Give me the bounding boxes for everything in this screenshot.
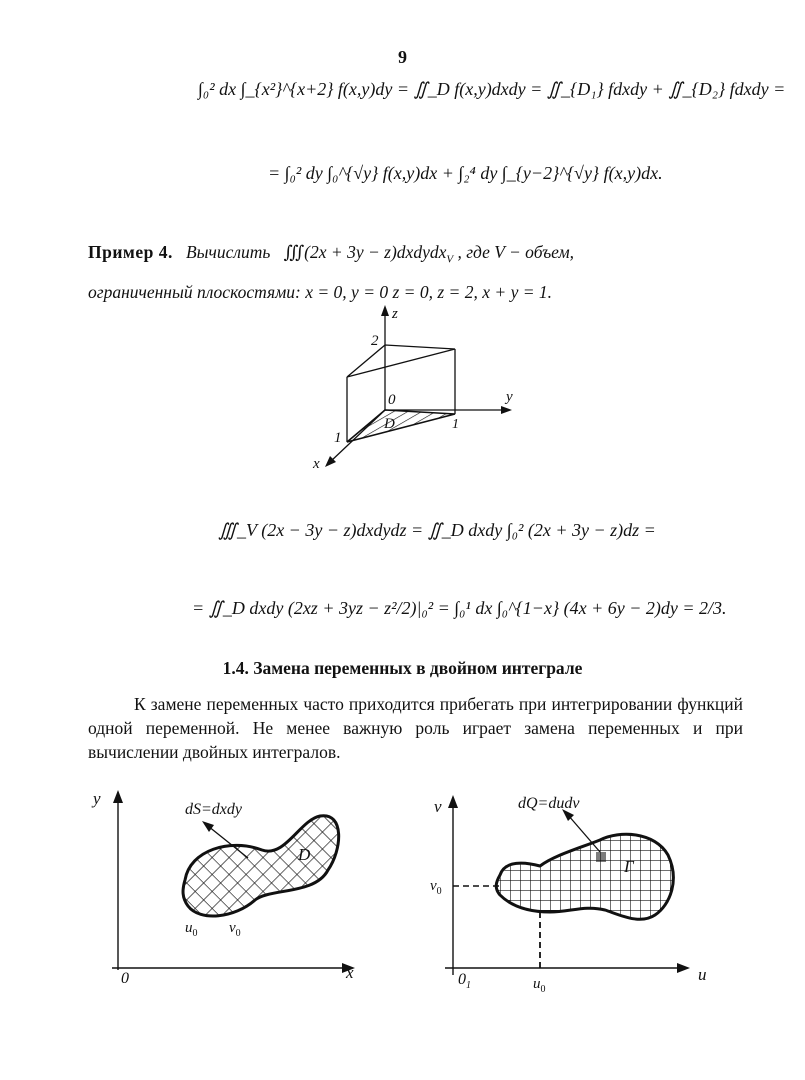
left-axis-x-label: x: [346, 963, 354, 982]
formula-line-4: = ∬_D dxdy (2xz + 3yz − z²/2)|₀² = ∫₀¹ dx ∫₀^{1−x} (4x + 6y − 2)dy = 2/3.: [192, 598, 727, 618]
left-area-label: dS=dxdy: [185, 801, 242, 818]
left-axis-y-label: y: [93, 789, 101, 808]
region-g-right: [496, 834, 673, 919]
formula-line-3: ∭_V (2x − 3y − z)dxdydz = ∬_D dxdy ∫₀² (2x + 3y − z)dz =: [218, 520, 656, 540]
left-u0: $u_0$: [185, 920, 198, 939]
left-region-label: D: [298, 845, 311, 864]
paragraph: К замене переменных часто приходится прибегать при интегрировании функций одной переменной. Не менее важную роль играет замена переменных и при вычислении двойных интегралов.: [88, 694, 743, 762]
example-label: Пример 4.: [88, 242, 173, 262]
right-axis-u-label: u: [698, 965, 707, 984]
right-u-arrow: [677, 963, 690, 973]
formula-line-1: ∫₀² dx ∫_{x²}^{x+2} f(x,y)dy = ∬_D f(x,y)dxdy = ∬_{D₁} fdxdy + ∬_{D₂} fdxdy =: [198, 79, 786, 99]
x-tick-1: 1: [334, 430, 342, 446]
right-origin: $0_1$: [458, 971, 471, 991]
left-origin: 0: [121, 970, 129, 987]
right-v0: $v_0$: [430, 878, 442, 897]
left-v0: $v_0$: [229, 920, 241, 939]
cell-dq: [596, 852, 606, 862]
example-integral-sub: V: [446, 253, 454, 266]
z-tick-2: 2: [371, 333, 379, 349]
section-title: 1.4. Замена переменных в двойном интеграле: [222, 658, 583, 678]
z-label: z: [392, 306, 398, 322]
right-region-label: Г: [624, 857, 634, 876]
right-area-label: dQ=dudv: [518, 795, 580, 812]
page-number: 9: [398, 47, 407, 67]
y-tick-1: 1: [452, 417, 459, 432]
right-u0: $u_0$: [533, 976, 546, 995]
example-integral: ∭(2x + 3y − z)dxdydx: [283, 242, 447, 262]
y-label: y: [506, 389, 513, 405]
example-line-2: ограниченный плоскостями: x = 0, y = 0 z = 0, z = 2, x + y = 1.: [88, 281, 553, 302]
example-text-before: Вычислить: [185, 242, 271, 262]
right-axis-v-label: v: [434, 797, 442, 816]
origin-label: 0: [388, 392, 396, 408]
region-d-label: D: [384, 416, 395, 432]
example-text-after: , где V − объем,: [457, 242, 575, 262]
x-label: x: [313, 456, 320, 472]
formula-line-2: = ∫₀² dy ∫₀^{√y} f(x,y)dx + ∫₂⁴ dy ∫_{y−2}^{√y} f(x,y)dx.: [268, 163, 663, 183]
right-v-arrow: [448, 795, 458, 808]
